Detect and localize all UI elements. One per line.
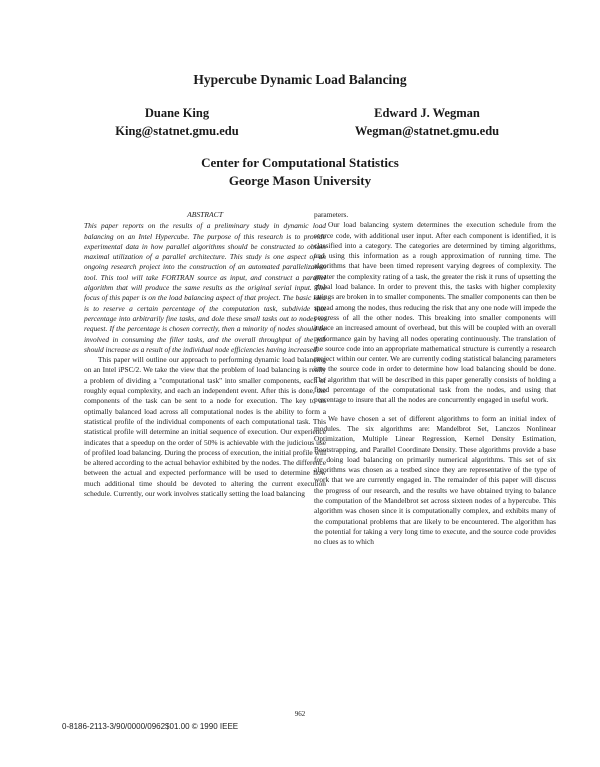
right-column — [314, 210, 556, 548]
affiliation-university: George Mason University — [228, 173, 372, 188]
body-paragraph: parameters. — [314, 210, 349, 219]
body-paragraph: We have chosen a set of different algorithms to form an initial index of modules. The six algorithms are: Mandelbrot Set, Lanczos Nonlinear Optimization, Multiple Linear Regression, Kernel Density Estimation, Bootstrapping, and Parallel Coordinate Density. These algorithms provide a base for doing load balancing on primarily numerical algorithms. This set of six algorithms was chosen as a testbed since they are representative of the type of work that we are currently engaged in. The remainder of this paper will discuss the progress of our research, and the results we have obtained trying to balance the computation of the Mandelbrot set across sixteen nodes of a hypercube. This algorithm was chosen since it is computationally complex, and exhibits many of the computational problems that are likely to be encountered. The algorithm has the potential for taking a very long time to execute, and the source code provides no clues as to which — [314, 413, 556, 547]
author-block-wegman — [312, 104, 542, 140]
copyright-line: 0-8186-2113-3/90/0000/0962$01.00 © 1990 IEEE — [62, 722, 239, 731]
paper-title: Hypercube Dynamic Load Balancing — [193, 72, 407, 87]
author-block-king — [62, 104, 292, 140]
author-name: Duane King — [144, 106, 210, 120]
page-number: 962 — [294, 710, 306, 718]
left-column — [84, 210, 326, 499]
author-name: Edward J. Wegman — [374, 106, 480, 120]
body-paragraph: Our load balancing system determines the execution schedule from the source code, with additional user input. After each component is identified, it is classified into a category. The categories are determined by timing algorithms, and using this information as a rough approximation of running time. The algorithms that have been timed represent varying degrees of complexity. The greater the complexity rating of a task, the greater the risk it runs of upsetting the global load balance. In order to prevent this, the tasks with higher complexity ratings are broken in to smaller components. The smaller components can then be spread among the nodes, thus reducing the risk that any one node will impede the progress of all the other nodes. This breaking into smaller components will induce an increased amount of overhead, but this will be coupled with an overall performance gain by having all nodes operating continuously. The translation of the source code into an appropriate mathematical structure is currently a research project within our center. We are currently coding statistical balancing parameters into the source code in order to determine how load balancing should be done. The algorithm that will be described in this paper generally consists of holding a fixed percentage of the computational task from the nodes, and using that percentage to insure that all the nodes are concurrently engaged in useful work. — [314, 220, 556, 405]
affiliation-center: Center for Computational Statistics — [201, 155, 399, 170]
affiliation — [0, 154, 600, 190]
body-paragraph: This paper will outline our approach to performing dynamic load balancing on an Intel iPSC/2. We take the view that the problem of load balancing is really a problem of dividing a "computational task" into smaller components, each of roughly equal complexity, and each an independent event. After this is done, the components of the task can be sent to a node for execution. The key to an optimally balanced load across all computational nodes is the ability to form a statistical profile of the individual components of each computational task. This statistical profile will determine an initial sequence of execution. Our experience indicates that a speedup on the order of 50% is achievable with the judicious use of profiled load balancing. During the process of execution, the initial profile will be altered according to the actual behavior exhibited by the nodes. The difference between the actual and expected performance will be used to determine how much additional time should be devoted to altering the current execution schedule. Currently, our work involves statically setting the load balancing — [84, 355, 326, 499]
abstract-heading: ABSTRACT — [187, 210, 223, 219]
abstract-body: This paper reports on the results of a preliminary study in dynamic load balancing on an Intel Hypercube. The purpose of this research is to provide experimental data in how parallel algorithms should be constructed to obtain maximal utilization of a parallel architecture. This study is one aspect of an ongoing research project into the construction of an automated parallelization tool. This tool will take FORTRAN source as input, and construct a parallel algorithm that will produce the same results as the original serial input. The focus of this paper is on the load balancing aspect of that project. The basic idea is to reserve a certain percentage of the computation task, subdivide that percentage into arbitrarily fine tasks, and dole these small tasks out to nodes on request. If the percentage is chosen correctly, then a minority of nodes should be involved in consuming the filler tasks, and the overall throughput of the job should increase as a result of the individual node efficiencies having increased. — [84, 221, 326, 354]
author-email: King@statnet.gmu.edu — [115, 124, 239, 138]
author-email: Wegman@statnet.gmu.edu — [354, 124, 500, 138]
